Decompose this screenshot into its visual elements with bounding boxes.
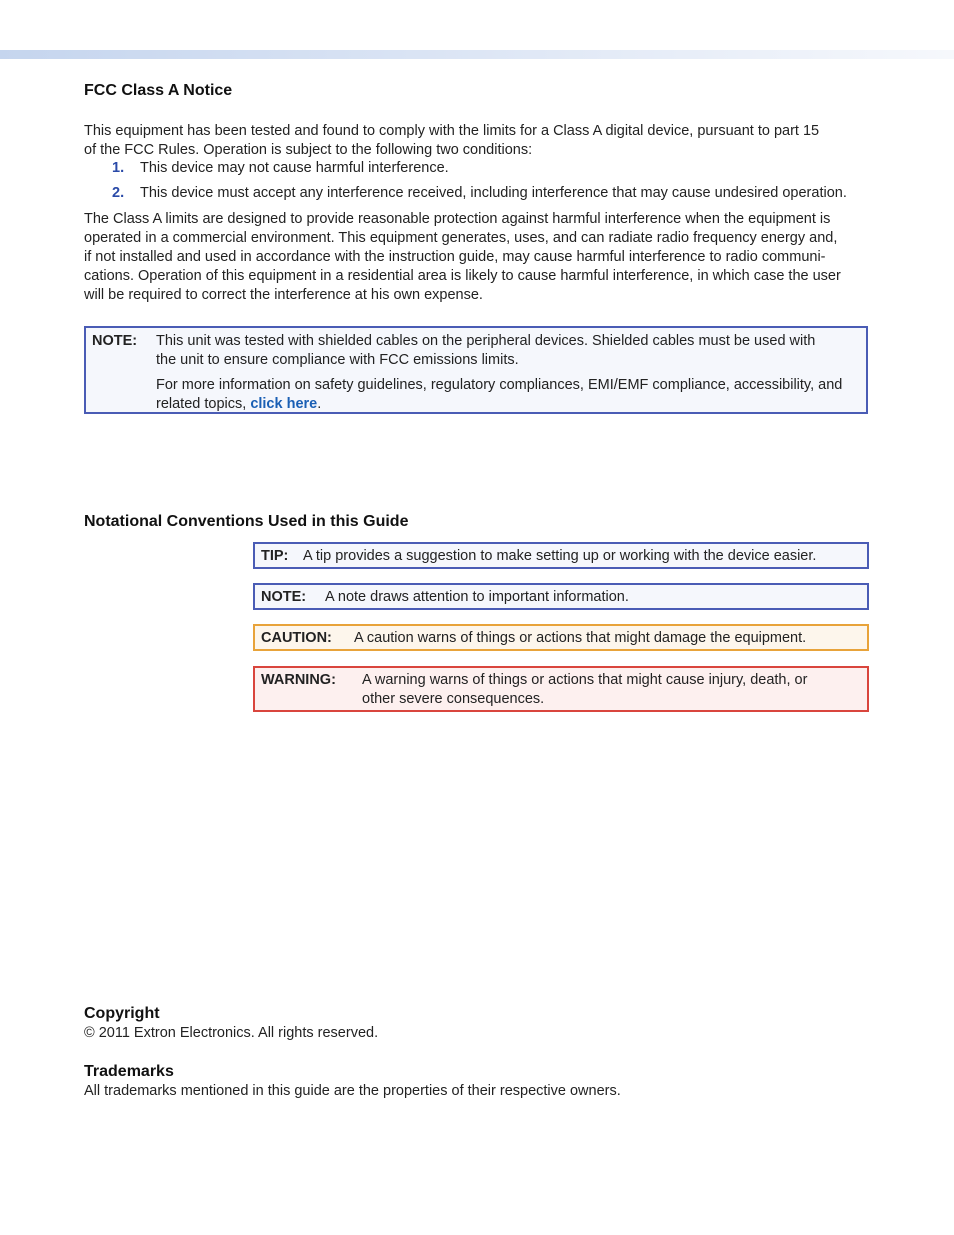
- note-line: the unit to ensure compliance with FCC emissions limits.: [156, 352, 519, 368]
- fcc-intro-line: This equipment has been tested and found to comply with the limits for a Class A digital device, pursuant to part 15: [84, 123, 820, 139]
- fcc-intro-line: of the FCC Rules. Operation is subject to the following two conditions:: [84, 142, 533, 158]
- note-convention-text: A note draws attention to important information.: [325, 589, 629, 605]
- caution-text: A caution warns of things or actions that might damage the equipment.: [354, 630, 807, 646]
- copyright-text: © 2011 Extron Electronics. All rights reserved.: [84, 1025, 379, 1041]
- fcc-note-box: [84, 326, 868, 414]
- warning-line: A warning warns of things or actions that might cause injury, death, or: [362, 672, 808, 688]
- condition-number: 1.: [112, 160, 125, 176]
- fcc-limits-paragraph: [84, 210, 874, 305]
- limits-line: will be required to correct the interference at his own expense.: [84, 287, 483, 303]
- note-line: This unit was tested with shielded cables on the peripheral devices. Shielded cables must be used with: [156, 333, 816, 349]
- condition-text: This device may not cause harmful interference.: [140, 160, 449, 176]
- note-convention-label: NOTE:: [261, 589, 307, 605]
- condition-item: [112, 184, 892, 203]
- note-line: For more information on safety guidelines, regulatory compliances, EMI/EMF compliance, accessibility, and: [156, 377, 843, 393]
- caution-box: [253, 624, 869, 651]
- note-line-prefix: related topics,: [156, 396, 251, 412]
- note-line: [156, 395, 861, 414]
- limits-line: if not installed and used in accordance with the instruction guide, may cause harmful interference to radio communi-: [84, 249, 826, 265]
- trademarks-heading: Trademarks: [84, 1063, 174, 1080]
- limits-line: The Class A limits are designed to provide reasonable protection against harmful interference when the equipment is: [84, 211, 831, 227]
- conditions-list: [112, 159, 892, 203]
- fcc-heading: FCC Class A Notice: [84, 82, 233, 99]
- fcc-intro: [84, 122, 874, 160]
- warning-label: WARNING:: [261, 672, 336, 688]
- condition-text: This device must accept any interference received, including interference that may cause undesired operation.: [140, 185, 847, 201]
- tip-box: [253, 542, 869, 569]
- warning-text: [261, 671, 861, 709]
- header-gradient-bar: [0, 50, 954, 59]
- note-line-suffix: .: [317, 396, 322, 412]
- note-convention-box: [253, 583, 869, 610]
- limits-line: cations. Operation of this equipment in a residential area is likely to cause harmful interference, in which case the user: [84, 268, 841, 284]
- condition-number: 2.: [112, 185, 125, 201]
- tip-label: TIP:: [261, 548, 289, 564]
- warning-box: [253, 666, 869, 712]
- tip-text: A tip provides a suggestion to make setting up or working with the device easier.: [303, 548, 817, 564]
- trademarks-text: All trademarks mentioned in this guide are the properties of their respective owners.: [84, 1083, 621, 1099]
- click-here-link[interactable]: click here: [250, 396, 318, 412]
- limits-line: operated in a commercial environment. This equipment generates, uses, and can radiate radio frequency energy and,: [84, 230, 838, 246]
- warning-line: other severe consequences.: [362, 691, 545, 707]
- caution-label: CAUTION:: [261, 630, 332, 646]
- condition-item: [112, 159, 892, 184]
- note-label: NOTE:: [92, 333, 138, 349]
- conventions-heading: Notational Conventions Used in this Guide: [84, 513, 409, 530]
- note-more-info: [156, 376, 861, 414]
- note-text: [156, 332, 861, 370]
- copyright-heading: Copyright: [84, 1005, 160, 1022]
